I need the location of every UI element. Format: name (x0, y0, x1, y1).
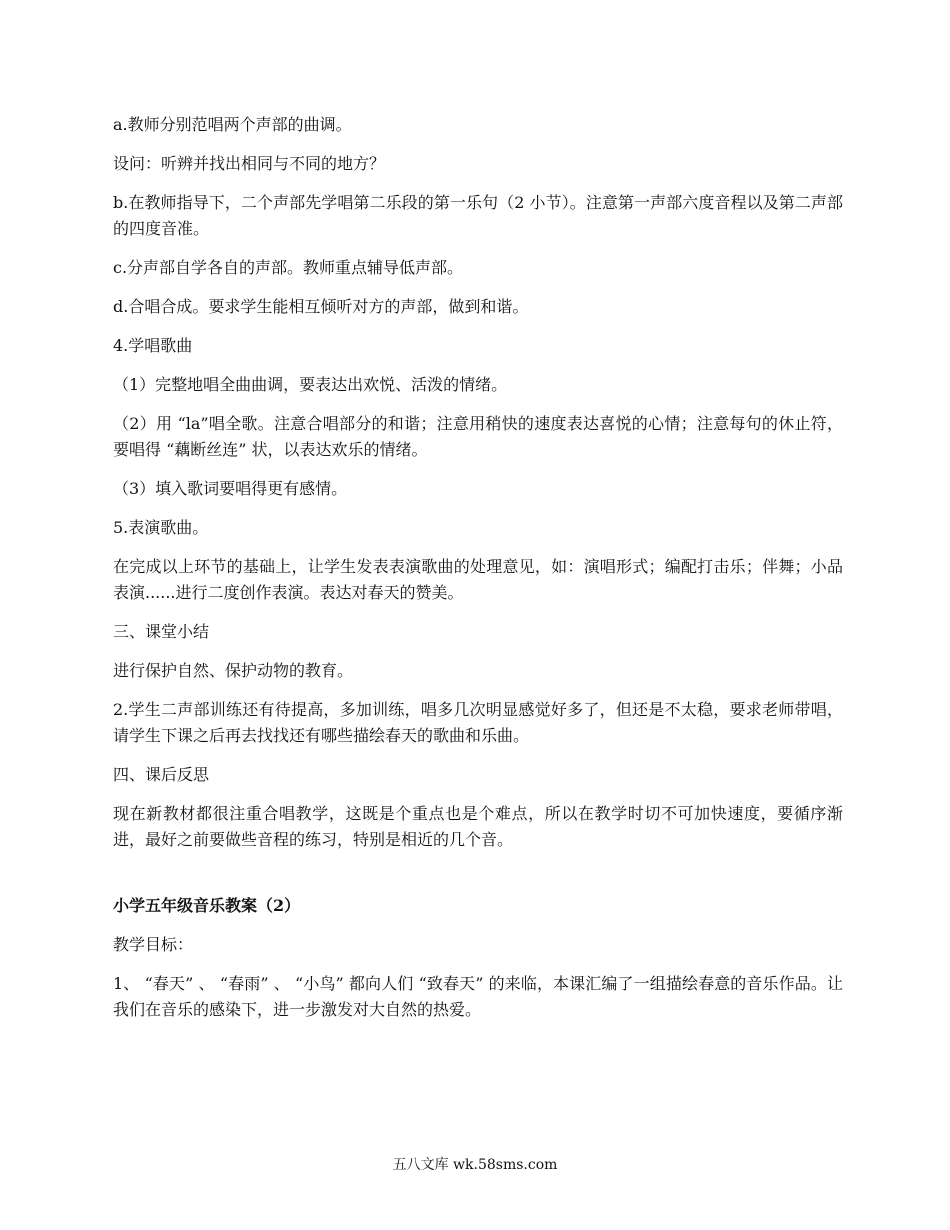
page-footer: 五八文库 wk.58sms.com (392, 1157, 558, 1173)
paragraph: 教学目标： (113, 935, 194, 954)
paragraph: 在完成以上环节的基础上，让学生发表表演歌曲的处理意见，如：演唱形式；编配打击乐；伴舞；小品表演......进行二度创作表演。表达对春天的赞美。 (113, 557, 843, 602)
section-heading: 小学五年级音乐教案（2） (113, 896, 301, 915)
paragraph: 5.表演歌曲。 (113, 518, 209, 537)
paragraph: （3）填入歌词要唱得更有感情。 (113, 479, 348, 498)
paragraph: b.在教师指导下，二个声部先学唱第二乐段的第一乐句（2 小节）。注意第一声部六度音程以及第二声部的四度音准。 (113, 193, 843, 238)
document-body (113, 112, 843, 1036)
paragraph: 进行保护自然、保护动物的教育。 (113, 661, 354, 680)
paragraph: a.教师分别范唱两个声部的曲调。 (113, 115, 352, 134)
paragraph: 四、课后反思 (113, 765, 210, 784)
paragraph: （1）完整地唱全曲曲调，要表达出欢悦、活泼的情绪。 (113, 375, 508, 394)
paragraph: 三、课堂小结 (113, 622, 210, 641)
paragraph: 设问：听辨并找出相同与不同的地方？ (113, 154, 386, 173)
paragraph: 2.学生二声部训练还有待提高，多加训练，唱多几次明显感觉好多了，但还是不太稳，要求老师带唱，请学生下课之后再去找找还有哪些描绘春天的歌曲和乐曲。 (113, 700, 843, 745)
paragraph: （2）用 “la”唱全歌。注意合唱部分的和谐；注意用稍快的速度表达喜悦的心情；注意每句的休止符，要唱得 “藕断丝连” 状，以表达欢乐的情绪。 (113, 414, 843, 459)
paragraph: 4.学唱歌曲 (113, 336, 193, 355)
paragraph: c.分声部自学各自的声部。教师重点辅导低声部。 (113, 258, 464, 277)
paragraph: d.合唱合成。要求学生能相互倾听对方的声部，做到和谐。 (113, 297, 529, 316)
paragraph: 现在新教材都很注重合唱教学，这既是个重点也是个难点，所以在教学时切不可加快速度，要循序渐进，最好之前要做些音程的练习，特别是相近的几个音。 (113, 804, 843, 849)
paragraph: 1、 “春天” 、 “春雨” 、 “小鸟” 都向人们 “致春天” 的来临，本课汇编了一组描绘春意的音乐作品。让我们在音乐的感染下，进一步激发对大自然的热爱。 (113, 974, 843, 1019)
